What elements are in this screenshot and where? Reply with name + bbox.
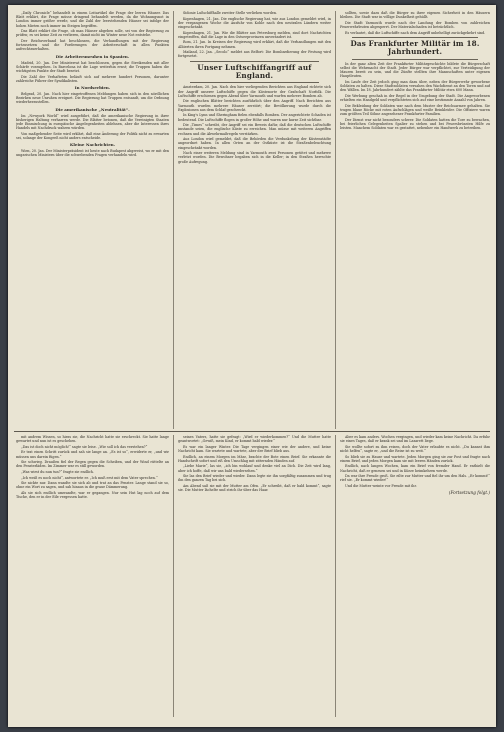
paragraph: Wien, 20. Jan. Der Ministerpräsident ist heute nach Budapest abgereist, wo er mit den ungarischen Ministern über die schwebenden Fragen verhandeln wird. — [16, 149, 169, 158]
paragraph: Der Dienst war nicht besonders schwer. Die Soldaten hatten die Tore zu bewachen, bei feierlichen Gelegenheiten Spalier zu stehen und bei Feuersbrünsten Hilfe zu leisten. Manchem Soldaten war es gestattet, nebenher ein Handwerk zu betreiben. — [340, 117, 490, 131]
divider — [352, 59, 478, 60]
divider — [190, 82, 319, 83]
paragraph: In King's Lynn und Sheringham fielen ebenfalls Bomben. Der angerichtete Schaden ist bedeutend. Die Luftschiffe flogen in großer Höhe und waren nur kurze Zeit sichtbar. — [178, 113, 331, 122]
continuation-note: (Fortsetzung folgt.) — [448, 490, 490, 496]
paragraph: mit andrem Wissen, so hiess sie, die Nachricht hatte sie erschreckt. Sie hatte lange gewartet und nun ist es geschehen. — [16, 435, 169, 444]
paragraph: Als sie sich endlich umwandte, war er gegangen. Nur sein Hut lag noch auf dem Tische, den er in der Eile vergessen hatte. — [16, 490, 169, 500]
paragraph: Sie nickte nur. Dann wandte sie sich ab und trat an das Fenster. Lange stand sie so, ohne ein Wort zu sagen, und sah hinaus in die graue Dämmerung. — [16, 481, 169, 490]
paragraph: „Das ist doch nicht möglich!“ sagte sie leise. „Wie soll ich das verstehen?“ — [21, 444, 148, 449]
newspaper-page — [8, 5, 496, 727]
paragraph: Im Laufe der Zeit jedoch ging man dazu über, neben der Bürgerwehr geworbene Soldaten zu halten. Diese Stadtsoldaten versahen den Wachdienst an den Toren und auf den Wällen. Im 18. Jahrhundert zählte das Frankfurter Militär etwa 600 Mann. — [340, 79, 490, 93]
paragraph: Die Stadt Yarmouth wurde nach der Landung der Bomben von zahlreichen Feuerwehrleuten abgesperrt. Der Materialschaden ist beträchtlich. — [340, 20, 490, 29]
lower-column-3 — [340, 435, 490, 715]
paragraph: „Ich weiß es noch nicht“, antwortete er. „Ich muß erst mit dem Vater sprechen.“ — [21, 475, 158, 480]
upper-column-1 — [16, 11, 169, 429]
paragraph: Kopenhagen, 21. Jan. Die englische Regierung hat, wie aus London gemeldet wird, in der vergangenen Woche die Ausfuhr von Kohle nach den neutralen Ländern weiter eingeschränkt. — [178, 16, 331, 29]
paragraph: Es war ein langer Winter. Die Tage vergingen einer wie der andere, und keine Nachricht kam. Sie wartete und wartete, aber der Brief blieb aus. — [178, 444, 331, 453]
paragraph: Von maßgebender Seite wird erklärt, daß eine Änderung der Politik nicht zu erwarten sei, solange der Kongreß nicht anders entscheide. — [16, 131, 169, 141]
paragraph: Sie schwieg. Draußen fiel der Regen gegen die Scheiben, und der Wind rüttelte an den Fensterläden. Im Zimmer war es still geworden. — [16, 460, 169, 469]
paragraph: Rom, 21. Jan. In Kreisen der Regierung wird erklärt, daß die Verhandlungen mit den Alliierten ihren Fortgang nehmen. — [178, 40, 331, 49]
section-heading: Die Arbeiterunruhen in Spanien. — [55, 53, 130, 59]
upper-column-2 — [178, 11, 331, 429]
paragraph: Amsterdam, 20. Jan. Nach den hier vorliegenden Berichten aus England richtete sich der Angriff unserer Luftschiffe gegen die Küstenorte der Grafschaft Norfolk. Die Luftschiffe erschienen gegen Abend über Yarmouth und warfen mehrere Bomben ab. — [178, 85, 331, 98]
section-heading: In Nordserbien. — [74, 85, 111, 91]
paragraph: So blieb sie zu Hause und wartete. Jeden Morgen ging sie zur Post und fragte nach einem Brief, und jeden Morgen kam sie mit leeren Händen zurück. — [340, 454, 490, 463]
paragraph: Die englischen Blätter berichten ausführlich über den Angriff. Nach Berichten aus Yarmouth wurden mehrere Häuser zerstört; die Bevölkerung wurde durch die Explosionen aus dem Schlaf geschreckt. — [178, 99, 331, 112]
section-heading: Kleine Nachrichten. — [69, 142, 116, 148]
paragraph: Da war ihre Freude groß. Sie eilte zur Mutter und fiel ihr um den Hals. „Er kommt!“ rief sie. „Er kommt wieder!“ — [340, 474, 490, 483]
paragraph: „Was wirst du nun tun?“ fragte sie endlich. — [21, 469, 94, 474]
paragraph: Es verlautet, daß die Luftschiffe nach dem Angriff unbehelligt zurückgekehrt sind. — [345, 30, 486, 35]
lower-column-1 — [16, 435, 169, 715]
paragraph: Aber es kam anders. Wochen vergingen, und wieder kam keine Nachricht. Da erfuhr sie eines Tages, daß er krank sei und im Lazarett liege. — [340, 435, 490, 444]
paragraph: Belgrad, 20. Jan. Nach hier eingetroffenen Meldungen haben sich in den nördlichen Bezirken neue Unruhen ereignet. Die Regierung hat Truppen entsandt, um die Ordnung wiederherzustellen. — [16, 92, 169, 105]
paragraph: Die „Times“ schreibt, der Angriff sei ein Beweis dafür, daß die deutschen Luftschiffe imstande seien, die englische Küste zu erreichen. Man müsse mit weiteren Angriffen rechnen und die Abwehrmaßregeln verstärken. — [178, 123, 331, 136]
paragraph: Und die Mutter weinte vor Freude mit ihr. — [345, 483, 417, 488]
paragraph: Die Bekleidung der Soldaten war nach dem Muster der Reichsarmee gehalten. Sie trugen blaue Röcke mit roten Aufschlägen und weiße Beinkleider. Die Offiziere waren zum größten Teil Söhne angesehener Frankfurter Familien. — [340, 103, 490, 117]
paragraph: Das Blatt erklärt die Frage, ob man Häuser abgeben solle, sei von der Regierung zu prüfen; es sei keine Zeit zu verlieren, damit nicht im Winter neue Not entstehe. — [16, 29, 169, 38]
paragraph: Der Reichsverband hat beschlossen, die Verhandlungen mit der Regierung fortzusetzen und die Forderungen der Arbeiterschaft in allen Punkten aufrechtzuerhalten. — [16, 39, 169, 52]
paragraph: Am Abend saß sie mit der Mutter am Ofen. „Er schreibt, daß er bald kommt“, sagte sie. Die Mutter lächelte und strich ihr über das Haar. — [178, 483, 331, 493]
column-divider — [173, 435, 174, 717]
paragraph: Sidonie Lußschiffhalle zweiter Stelle verliehen worden. — [183, 11, 278, 15]
upper-column-3 — [340, 11, 490, 429]
paragraph: sollten, sowie dazu daß die Bürger zu ihrer eigenen Sicherheit in den Häusern bleiben. Die Stadt war in völlige Dunkelheit gehüllt. — [340, 11, 490, 20]
article-headline: Das Frankfurter Militär im 18. Jahrhundert. — [350, 38, 480, 57]
paragraph: Kopenhagen, 21. Jan. Wie die Blätter aus Petersburg melden, sind dort Nachrichten eingetroffen, daß die Lage in den Ostseeprovinzen unverändert ist. — [178, 30, 331, 39]
paragraph: Endlich, an einem Morgen im März, brachte der Bote einen Brief. Sie erkannte die Handschrift sofort und riß den Umschlag mit zitternden Händen auf. — [178, 454, 331, 463]
paragraph: Mailand, 22. Jan. „Secolo“ meldet aus Belfort: Die Bombardierung der Festung wird fortgesetzt. — [178, 50, 331, 59]
section-heading: Die amerikanische „Neutralität“. — [55, 106, 130, 112]
divider — [352, 37, 478, 38]
paragraph: Nach einer weiteren Meldung sind in Yarmouth zwei Personen getötet und mehrere verletzt worden. Die Bewohner begaben sich in die Keller; in den Straßen herrschte große Aufregung. — [178, 151, 331, 164]
paragraph: Sie wollte sofort zu ihm reisen, doch der Vater erlaubte es nicht. „Du kannst ihm nicht helfen“, sagte er, „und die Reise ist zu weit.“ — [340, 444, 490, 453]
paragraph: Er trat einen Schritt zurück und sah sie lange an. „Es ist so“, erwiderte er, „und wir müssen uns darein fügen.“ — [16, 450, 169, 459]
paragraph: Sie las den Brief wieder und wieder. Dann legte sie ihn sorgfältig zusammen und trug ihn den ganzen Tag bei sich. — [178, 474, 331, 483]
section-divider — [14, 431, 490, 432]
paragraph: Madrid, 20. Jan. Der Ministerrat hat beschlossen, gegen die Streikenden mit aller Schärfe vorzugehen. In Barcelona ist die Lage weiterhin ernst; die Truppen haben die wichtigsten Punkte der Stadt besetzt. — [16, 60, 169, 74]
divider — [190, 61, 319, 62]
column-divider — [335, 435, 336, 717]
paragraph: Die Werbung geschah in der Regel in der Umgebung der Stadt. Die Angeworbenen erhielten ein Handgeld und verpflichteten sich auf eine bestimmte Anzahl von Jahren. — [340, 93, 490, 103]
lower-column-2 — [178, 435, 331, 715]
paragraph: Die Zahl der Verhafteten beläuft sich auf mehrere hundert Personen, darunter zahlreiche Führer der Syndikalisten. — [16, 74, 169, 83]
article-headline: Unser Luftschiffangriff auf England. — [197, 62, 312, 80]
paragraph: „Daily Chronicle“ behandelt in einem Leitartikel die Frage der leeren Häuser. Das Blatt erklärt, die Frage müsse dringend behandelt werden, da die Wohnungsnot in London immer größer werde, und die Zahl der leerstehenden Häuser sei infolge der hohen Mieten noch immer im Steigen begriffen. — [16, 11, 169, 28]
column-divider — [173, 11, 174, 429]
column-divider — [335, 11, 336, 429]
paragraph: In der ganz alten Zeit der Frankfurter Militärgeschichte bildete die Bürgerschaft selbst die Wehrmacht der Stadt. Jeder Bürger war verpflichtet, zur Verteidigung der Mauern bereit zu sein, und die Zünfte stellten ihre Mannschaften unter eigenen Hauptleuten. — [340, 61, 490, 79]
paragraph: Im „Newyork World“ wird ausgeführt, daß die amerikanische Regierung in ihrer bisherigen Haltung verharren werde. Die Blätter betonen, daß die Vereinigten Staaten jede Einmischung in europäische Angelegenheiten ablehnen, aber die Interessen ihres Handels mit Nachdruck wahren würden. — [16, 113, 169, 131]
paragraph: Endlich, nach langen Wochen, kam ein Brief von fremder Hand. Er enthielt die Nachricht, daß er genesen sei und in Kürze heimkehren werde. — [340, 464, 490, 473]
paragraph: Aus London wird gemeldet, daß die Behörden die Verdunkelung der Küstenstädte angeordnet haben. In allen Orten an der Ostküste ist die Straßenbeleuchtung eingeschränkt worden. — [178, 137, 331, 150]
paragraph: „Liebe Marie“, las sie, „ich bin wohlauf und denke viel an Dich. Die Zeit wird lang, aber ich hoffe, daß wir uns bald wiedersehen.“ — [178, 464, 331, 473]
paragraph: seines Vaters, hatte sie gefragt: „Wird er wiederkommen?“ Und die Mutter hatte geantwortet: „Gewiß, mein Kind, er kommt bald wieder.“ — [178, 435, 331, 444]
